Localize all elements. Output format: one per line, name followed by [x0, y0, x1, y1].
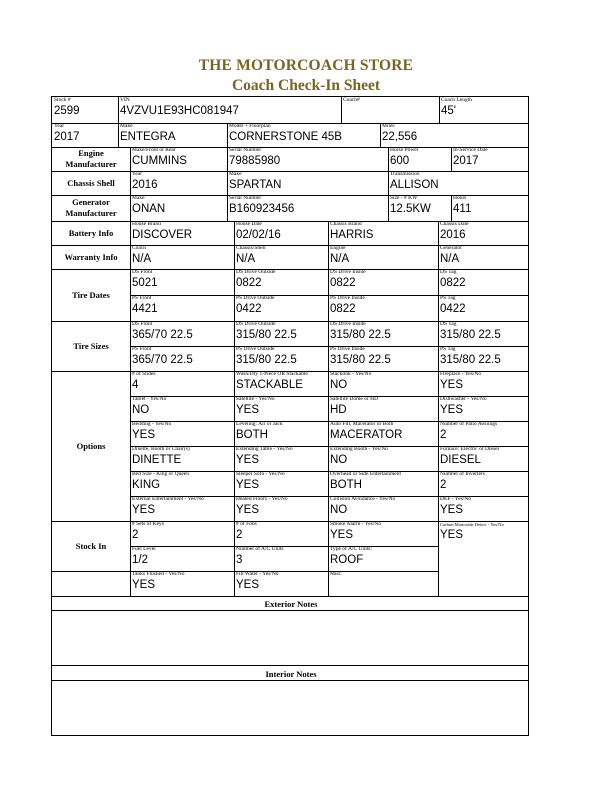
divider: [52, 371, 529, 372]
field-value: 315/80 22.5: [330, 329, 391, 341]
field-value: 600: [390, 155, 410, 167]
field-value: 0822: [330, 303, 356, 315]
field-label: Make: [229, 171, 242, 177]
field-label: Extending Booth - Yes/No: [330, 446, 389, 452]
field-coach-number[interactable]: [341, 97, 439, 123]
divider: [234, 221, 235, 596]
field-label: Smoke Alarm - Yes/No: [330, 521, 382, 527]
field-label: Engine: [330, 245, 346, 251]
field-house-brand[interactable]: [130, 221, 234, 245]
field-value: YES: [440, 504, 464, 516]
field-td-ps-front[interactable]: [130, 295, 234, 321]
field-value: 2599: [54, 105, 80, 117]
field-smoke-alarm[interactable]: [328, 521, 438, 546]
divider: [52, 245, 529, 246]
divider: [130, 346, 529, 347]
field-td-ps-drive-outside[interactable]: [234, 295, 328, 321]
field-value: YES: [440, 529, 464, 541]
field-value: SPARTAN: [229, 179, 282, 191]
field-value: ROOF: [330, 554, 364, 566]
field-extending-booth[interactable]: [328, 446, 438, 471]
field-label: Serial Number: [229, 147, 262, 153]
field-ts-ds-drive-outside[interactable]: [234, 321, 328, 346]
field-value: ENTEGRA: [120, 131, 176, 143]
field-patio-awnings[interactable]: [438, 421, 529, 446]
divider: [130, 396, 529, 397]
field-warranty-engine[interactable]: [328, 245, 438, 269]
field-label: PS Drive Inside: [330, 346, 365, 352]
divider: [52, 147, 529, 148]
field-value: HD: [330, 404, 347, 416]
field-engine-make[interactable]: [130, 147, 227, 171]
divider: [130, 496, 529, 497]
field-warranty-coach[interactable]: [130, 245, 234, 269]
field-value: HARRIS: [330, 229, 374, 241]
field-transmission[interactable]: [388, 171, 529, 195]
divider: [52, 269, 529, 270]
field-label: Satellite - Yes/No: [236, 396, 275, 402]
field-miles[interactable]: [380, 123, 529, 147]
field-value: ONAN: [132, 203, 166, 215]
divider: [341, 97, 342, 123]
field-label: DS Front: [132, 269, 153, 275]
divider: [328, 221, 329, 596]
field-value: MACERATOR: [330, 429, 403, 441]
field-warranty-generator[interactable]: [438, 245, 529, 269]
field-label: # Sets of Keys: [132, 521, 164, 527]
field-label: Generator: [440, 245, 462, 251]
field-ts-ps-drive-inside[interactable]: [328, 346, 438, 371]
field-label: Sleeper Sofa - Yes/No: [236, 471, 285, 477]
field-label: DS Front: [132, 321, 153, 327]
field-value: YES: [440, 379, 464, 391]
field-value: 4: [132, 379, 139, 391]
field-label: Bedding - Yes/No: [132, 421, 172, 427]
field-label: Tanks Flushed - Yes/No: [132, 571, 185, 577]
field-value: 02/02/16: [236, 229, 281, 241]
check-in-form: [51, 96, 529, 736]
field-label: Tablet - Yes/No: [132, 396, 167, 402]
field-value: YES: [236, 504, 260, 516]
field-ts-ps-front[interactable]: [130, 346, 234, 371]
divider: [52, 171, 529, 172]
field-label: Collision Avoidance - Yes/No: [330, 496, 396, 502]
field-value: 315/80 22.5: [330, 354, 391, 366]
field-label: Fill Water - Yes/No: [236, 571, 279, 577]
field-ts-ds-drive-inside[interactable]: [328, 321, 438, 346]
field-value: YES: [236, 454, 260, 466]
field-label: Make/Front or Rear: [132, 147, 176, 153]
field-label: Carbon Monoxide Detect - Yes/No: [440, 522, 504, 527]
field-tanks-flushed[interactable]: [130, 571, 234, 596]
field-label: External Entertainment - Yes/No: [132, 496, 204, 502]
field-label: Number of Patio Awnings: [440, 421, 498, 427]
field-label: House Date: [236, 221, 262, 227]
divider: [52, 321, 529, 322]
divider: [130, 147, 131, 596]
field-value: DISCOVER: [132, 229, 193, 241]
field-label: Overhead or Side Entertainment: [330, 471, 402, 477]
field-label: Number of A/C Units: [236, 546, 284, 552]
field-value: 22,556: [382, 131, 418, 143]
divider: [52, 221, 529, 222]
field-label: Satellite Dome or HD: [330, 396, 379, 402]
field-label: Type of A/C Units:: [330, 546, 372, 552]
field-engine-serial[interactable]: [227, 147, 388, 171]
field-label: PS Tag: [440, 295, 456, 301]
field-label: Size - # KW: [390, 195, 418, 201]
section-chassis: Chassis Shell: [67, 177, 115, 188]
field-co-detector[interactable]: [438, 521, 529, 546]
field-value: 365/70 22.5: [132, 329, 193, 341]
field-label: Dishwasher - Yes/No: [440, 396, 487, 402]
field-chassis-brand[interactable]: [328, 221, 438, 245]
field-label: Year: [132, 171, 143, 177]
section-generator: Generator Manufacturer: [65, 197, 117, 218]
field-slides[interactable]: [130, 371, 234, 396]
field-label: DS Tag: [440, 269, 457, 275]
field-dinette[interactable]: [130, 446, 234, 471]
field-label: DEF - Yes/No: [440, 496, 472, 502]
divider: [130, 295, 529, 296]
field-label: Year: [54, 123, 65, 129]
field-value: 2: [440, 479, 447, 491]
field-label: Chassis Date: [440, 221, 469, 227]
field-value: 411: [453, 203, 472, 215]
field-value: CUMMINS: [132, 155, 187, 167]
field-house-date[interactable]: [234, 221, 328, 245]
field-chassis-year[interactable]: [130, 171, 227, 195]
field-label: PS Drive Outside: [236, 295, 275, 301]
field-stock[interactable]: [52, 97, 118, 123]
field-label: Stock #: [54, 97, 71, 103]
field-collision-avoidance[interactable]: [328, 496, 438, 521]
field-value: 2017: [453, 155, 479, 167]
field-warranty-chassis[interactable]: [234, 245, 328, 269]
divider: [451, 147, 452, 171]
field-external-entertainment[interactable]: [130, 496, 234, 521]
field-td-ds-tag[interactable]: [438, 269, 529, 295]
field-satellite[interactable]: [234, 396, 328, 421]
field-label: DS Tag: [440, 321, 457, 327]
field-label: Coach Length: [441, 97, 473, 103]
field-label: Chassis Brand: [330, 221, 362, 227]
field-value: 0822: [236, 277, 262, 289]
divider: [227, 147, 228, 221]
field-value: CORNERSTONE 45B: [229, 131, 342, 143]
field-label: Furnace: Electric or Diesel: [440, 446, 500, 452]
field-value: YES: [236, 404, 260, 416]
field-value: YES: [132, 429, 156, 441]
interior-notes-area[interactable]: [52, 680, 529, 736]
field-value: N/A: [440, 253, 460, 265]
field-td-ds-front[interactable]: [130, 269, 234, 295]
field-chassis-make[interactable]: [227, 171, 388, 195]
field-label: Dinette, Booth or Chair(s): [132, 446, 190, 452]
field-value: 2: [132, 529, 139, 541]
field-value: YES: [236, 479, 260, 491]
divider: [130, 421, 529, 422]
field-overhead-entertainment[interactable]: [328, 471, 438, 496]
field-chassis-date[interactable]: [438, 221, 529, 245]
field-label: Leveling: Air or Jack: [236, 421, 283, 427]
field-value: KING: [132, 479, 161, 491]
field-label: Coach: [132, 245, 147, 251]
field-label: Heated Floors - Yes/No: [236, 496, 288, 502]
field-label: DS Drive Inside: [330, 269, 366, 275]
field-tablet[interactable]: [130, 396, 234, 421]
section-battery: Battery Info: [68, 227, 114, 238]
divider: [227, 123, 228, 147]
field-label: Bed Size - King or Queen: [132, 471, 189, 477]
field-value: NO: [132, 404, 150, 416]
divider: [130, 546, 438, 547]
field-value: 5021: [132, 277, 158, 289]
divider: [388, 147, 389, 221]
field-value: NO: [330, 454, 348, 466]
field-label: Coach#: [343, 97, 360, 103]
field-value: 45': [441, 105, 456, 117]
field-value: YES: [440, 404, 464, 416]
field-value: 315/80 22.5: [236, 354, 297, 366]
divider: [52, 610, 529, 611]
field-value: 0822: [330, 277, 356, 289]
divider: [130, 471, 529, 472]
field-label: PS Front: [132, 295, 152, 301]
section-engine: Engine Manufacturer: [65, 148, 117, 169]
field-ac-units[interactable]: [234, 546, 328, 571]
field-ac-type[interactable]: [328, 546, 438, 571]
field-value: ALLISON: [390, 179, 439, 191]
field-label: Fuel Level: [132, 546, 156, 552]
field-value: 4VZVU1E93HC081947: [120, 105, 239, 117]
divider: [118, 97, 119, 147]
field-stacklink[interactable]: [328, 371, 438, 396]
field-td-ds-drive-inside[interactable]: [328, 269, 438, 295]
divider: [130, 446, 529, 447]
divider: [52, 521, 529, 522]
sheet-title: Coach Check-In Sheet: [231, 77, 381, 94]
field-ts-ps-tag[interactable]: [438, 346, 529, 371]
field-label: PS Front: [132, 346, 152, 352]
exterior-notes-area[interactable]: [52, 610, 529, 665]
field-bed-size[interactable]: [130, 471, 234, 496]
field-value: YES: [330, 529, 354, 541]
field-in-service-date[interactable]: [451, 147, 529, 171]
field-label: # of Fobs: [236, 521, 257, 527]
field-label: PS Tag: [440, 346, 456, 352]
field-generator-hours[interactable]: [451, 195, 529, 221]
field-label: House Brand: [132, 221, 161, 227]
field-ts-ds-tag[interactable]: [438, 321, 529, 346]
field-value: 79885980: [229, 155, 281, 167]
divider: [438, 221, 439, 596]
field-heated-floors[interactable]: [234, 496, 328, 521]
divider: [52, 571, 438, 572]
field-value: 0422: [440, 303, 466, 315]
field-value: NO: [330, 379, 348, 391]
divider: [52, 596, 529, 597]
section-warranty: Warranty Info: [64, 251, 118, 262]
field-value: 315/80 22.5: [236, 329, 297, 341]
field-value: BOTH: [236, 429, 268, 441]
field-fireplace[interactable]: [438, 371, 529, 396]
field-value: YES: [236, 579, 260, 591]
field-sleeper-sofa[interactable]: [234, 471, 328, 496]
field-value: 3: [236, 554, 243, 566]
section-stock-in: Stock In: [75, 540, 107, 551]
field-label: VIN: [120, 97, 130, 103]
field-value: 315/80 22.5: [440, 354, 501, 366]
field-value: 2016: [440, 229, 466, 241]
field-vin[interactable]: [118, 97, 341, 123]
field-value: 365/70 22.5: [132, 354, 193, 366]
field-ts-ps-drive-outside[interactable]: [234, 346, 328, 371]
field-fobs[interactable]: [234, 521, 328, 546]
field-value: STACKABLE: [236, 379, 303, 391]
divider: [52, 665, 529, 666]
field-label: In-Service Date: [453, 147, 488, 153]
divider: [380, 123, 381, 147]
field-label: Horse Power: [390, 147, 419, 153]
field-label: Miles: [382, 123, 395, 129]
field-value: 0422: [236, 303, 262, 315]
field-value: B160923456: [229, 203, 295, 215]
field-label: Serial Number: [229, 195, 262, 201]
field-label: Model + Floorplan: [229, 123, 271, 129]
field-value: YES: [132, 504, 156, 516]
field-keys[interactable]: [130, 521, 234, 546]
field-generator-make[interactable]: [130, 195, 227, 221]
field-label: DS Drive Outside: [236, 321, 276, 327]
field-label: # of Slides: [132, 371, 156, 377]
field-wash-dry[interactable]: [234, 371, 328, 396]
field-label: Chassis/Shell: [236, 245, 266, 251]
field-auto-fill[interactable]: [328, 421, 438, 446]
field-model[interactable]: [227, 123, 380, 147]
field-value: 2: [236, 529, 243, 541]
field-year[interactable]: [52, 123, 118, 147]
field-ts-ds-front[interactable]: [130, 321, 234, 346]
field-label: Number of Inverters: [440, 471, 485, 477]
divider: [52, 123, 529, 124]
section-options: Options: [76, 440, 106, 451]
exterior-notes-title: Exterior Notes: [264, 599, 318, 609]
field-value: 2016: [132, 179, 158, 191]
field-td-ps-drive-inside[interactable]: [328, 295, 438, 321]
field-generator-serial[interactable]: [227, 195, 388, 221]
section-tire-sizes: Tire Sizes: [73, 340, 109, 351]
field-coach-length[interactable]: [439, 97, 529, 123]
store-name: THE MOTORCOACH STORE: [198, 57, 414, 74]
section-tire-dates: Tire Dates: [72, 289, 110, 300]
field-label: Extending Table - Yes/No: [236, 446, 293, 452]
field-value: YES: [132, 579, 156, 591]
field-value: 0822: [440, 277, 466, 289]
field-value: 2: [440, 429, 447, 441]
field-fuel-level[interactable]: [130, 546, 234, 571]
field-value: 4421: [132, 303, 158, 315]
field-value: N/A: [132, 253, 152, 265]
field-misc[interactable]: [328, 571, 438, 596]
field-td-ds-drive-outside[interactable]: [234, 269, 328, 295]
field-value: DINETTE: [132, 454, 182, 466]
divider: [439, 97, 440, 123]
field-label: Wash/Dry 1-Piece OR Stackable: [236, 371, 308, 377]
field-label: Fireplace - Yes/No: [440, 371, 482, 377]
field-bedding[interactable]: [130, 421, 234, 446]
field-label: DS Drive Inside: [330, 321, 366, 327]
field-label: Auto Fill, Macerator or Both: [330, 421, 394, 427]
field-value: 1/2: [132, 554, 148, 566]
field-label: PS Drive Inside: [330, 295, 365, 301]
field-make[interactable]: [118, 123, 227, 147]
field-value: NO: [330, 504, 348, 516]
field-label: DS Drive Outside: [236, 269, 276, 275]
field-label: Misc.: [330, 571, 343, 577]
field-satellite-dome[interactable]: [328, 396, 438, 421]
field-generator-size[interactable]: [388, 195, 451, 221]
field-value: N/A: [236, 253, 256, 265]
field-value: N/A: [330, 253, 350, 265]
field-label: PS Drive Outside: [236, 346, 275, 352]
divider: [451, 195, 452, 221]
field-label: Make: [132, 195, 145, 201]
field-value: DIESEL: [440, 454, 481, 466]
field-td-ps-tag[interactable]: [438, 295, 529, 321]
field-value: 315/80 22.5: [440, 329, 501, 341]
field-value: 12.5KW: [390, 203, 431, 215]
field-label: Hours: [453, 195, 467, 201]
field-extending-table[interactable]: [234, 446, 328, 471]
divider: [52, 195, 529, 196]
field-dishwasher[interactable]: [438, 396, 529, 421]
field-label: Stacklink - Yes/No: [330, 371, 372, 377]
interior-notes-title: Interior Notes: [265, 669, 317, 679]
field-furnace[interactable]: [438, 446, 529, 471]
field-def[interactable]: [438, 496, 529, 521]
field-label: Make: [120, 123, 133, 129]
field-label: Transmission: [390, 171, 420, 177]
field-leveling[interactable]: [234, 421, 328, 446]
field-value: 2017: [54, 131, 80, 143]
field-horse-power[interactable]: [388, 147, 451, 171]
field-inverters[interactable]: [438, 471, 529, 496]
field-value: BOTH: [330, 479, 362, 491]
field-fill-water[interactable]: [234, 571, 328, 596]
divider: [52, 680, 529, 681]
